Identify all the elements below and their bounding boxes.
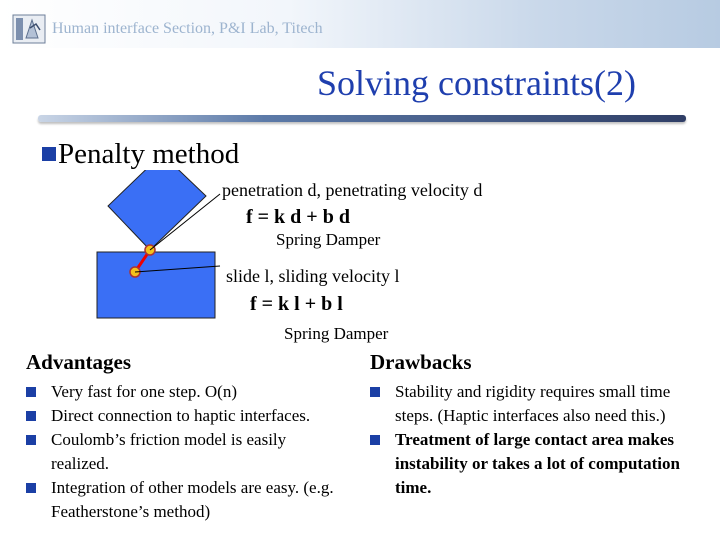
bullet-icon xyxy=(26,411,36,421)
bullet-icon xyxy=(26,435,36,445)
list-item: Integration of other models are easy. (e.g. Featherstone’s method) xyxy=(26,476,351,524)
lab-logo-icon xyxy=(12,14,46,44)
list-item: Stability and rigidity requires small time steps. (Haptic interfaces also need this.) xyxy=(370,380,685,428)
drawbacks-list xyxy=(370,380,690,500)
bullet-icon xyxy=(370,435,380,445)
title-underline xyxy=(38,115,686,122)
slide-line: slide l, sliding velocity l xyxy=(226,266,400,286)
list-item: Very fast for one step. O(n) xyxy=(26,380,366,404)
penetration-line: penetration d, penetrating velocity d xyxy=(222,180,483,200)
list-item: Direct connection to haptic interfaces. xyxy=(26,404,366,428)
penalty-method-bullet xyxy=(42,138,239,171)
advantages-list xyxy=(26,380,366,524)
friction-force-captions: Spring Damper xyxy=(284,324,389,343)
bullet-icon xyxy=(26,483,36,493)
slide-title: Solving constraints(2) xyxy=(317,63,636,103)
bullet-icon xyxy=(26,387,36,397)
upper-block xyxy=(108,170,206,250)
friction-force-formula: f = k l + b l xyxy=(250,293,343,315)
list-item: Coulomb’s friction model is easily realized. xyxy=(26,428,341,476)
advantages-heading: Advantages xyxy=(26,350,132,374)
drawbacks-heading: Drawbacks xyxy=(370,350,472,374)
penetration-diagram xyxy=(90,170,240,320)
bullet-icon xyxy=(42,147,56,161)
bullet-icon xyxy=(370,387,380,397)
list-item: Treatment of large contact area makes instability or takes a lot of computation time. xyxy=(370,428,695,500)
normal-force-formula: f = k d + b d xyxy=(246,206,350,228)
normal-force-captions: Spring Damper xyxy=(276,230,381,249)
lab-name: Human interface Section, P&I Lab, Titech xyxy=(52,20,323,37)
penalty-method-label: Penalty method xyxy=(58,138,240,170)
lower-block xyxy=(97,252,215,318)
